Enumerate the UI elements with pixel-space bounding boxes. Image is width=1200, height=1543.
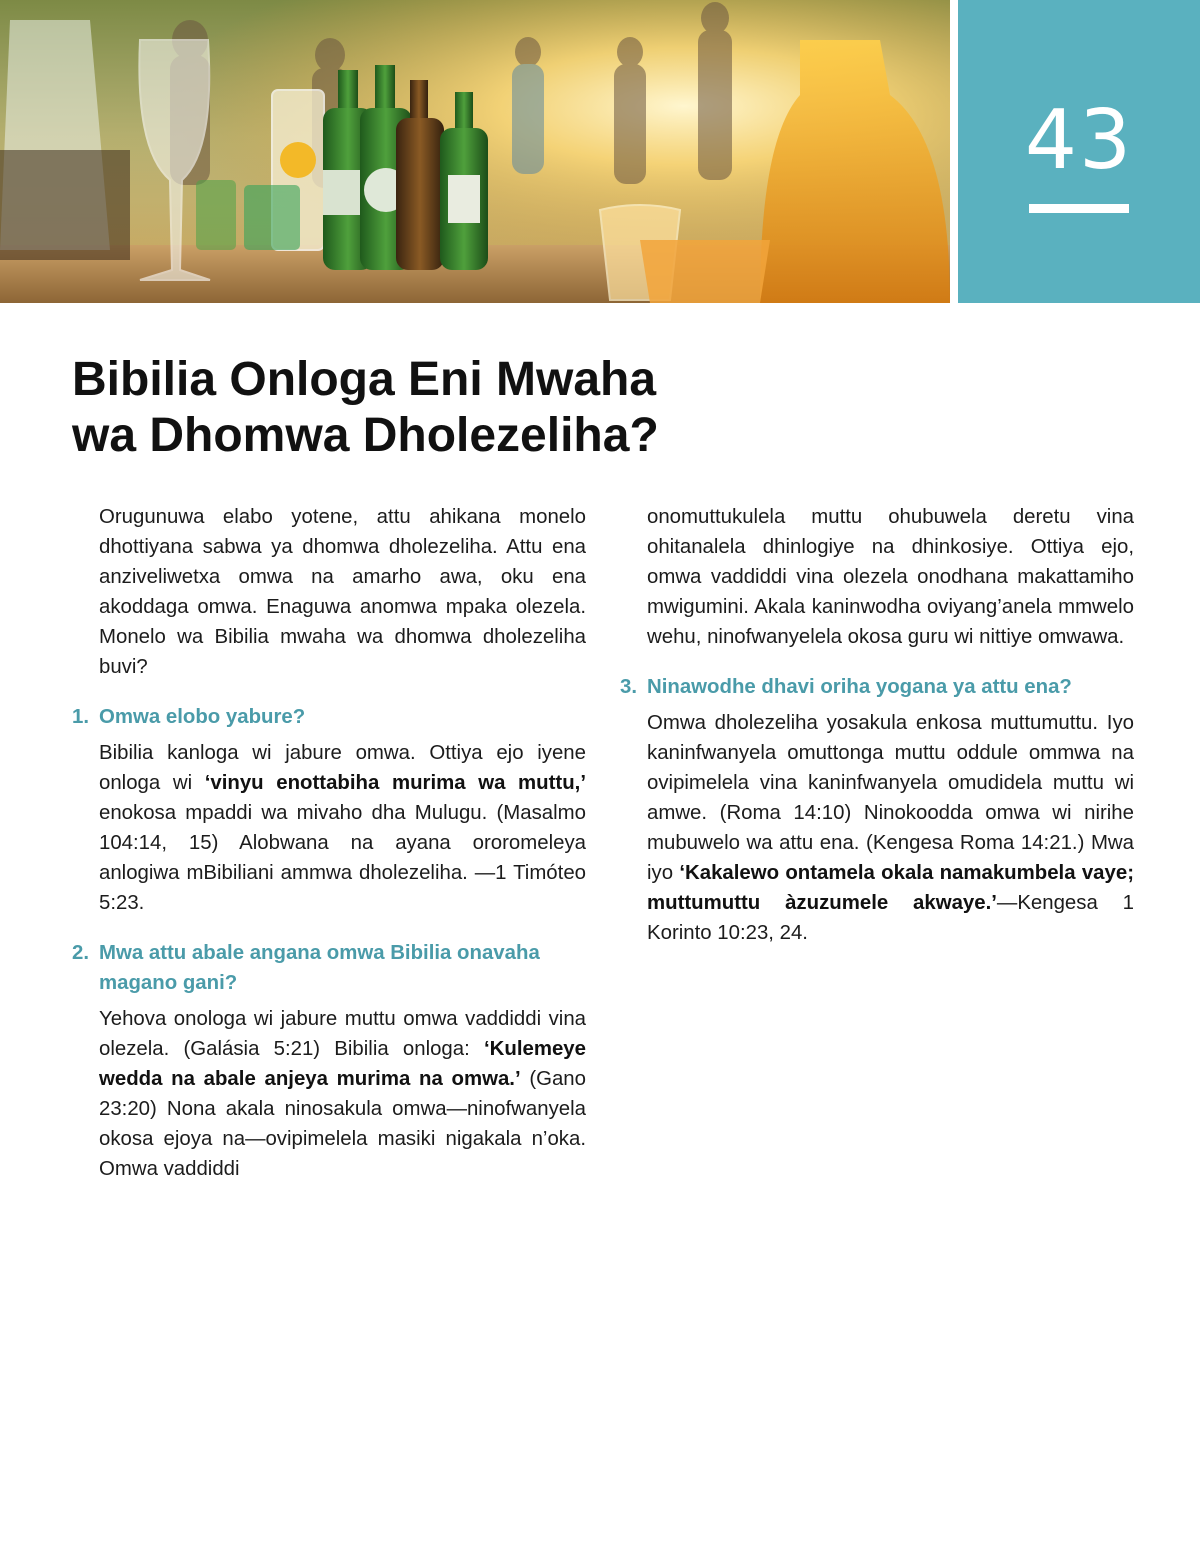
- lesson-number-underline: [1029, 204, 1129, 213]
- hero-photo: [0, 0, 950, 303]
- lesson-number-box: [958, 0, 1200, 303]
- page-title: [72, 352, 832, 464]
- question-2: [72, 938, 586, 998]
- question-text: Ninawodhe dhavi oriha yogana ya attu ena?: [647, 676, 1072, 698]
- right-column: [620, 502, 1134, 948]
- question-3: [620, 672, 1134, 702]
- intro-paragraph: Orugunuwa elabo yotene, attu ahikana monelo dhottiyana sabwa ya dhomwa dholezeliha. Attu ena anziveliwetxa omwa na amarho awa, oku ena akoddaga omwa. Enaguwa anomwa mpaka olezela. Monelo wa Bibilia mwaha wa dhomwa dholezeliha buvi?: [99, 506, 586, 678]
- answer-1: [99, 738, 586, 918]
- answer-text: Yehova onologa wi jabure muttu omwa vaddiddi vina olezela. (Galásia 5:21) Bibilia onloga:: [99, 1008, 586, 1060]
- answer-text: —Kengesa 1 Korinto 10:23, 24.: [647, 892, 1134, 944]
- answer-text: Bibilia kanloga wi jabure omwa. Ottiya ejo iyene onloga wi: [99, 742, 586, 794]
- question-text: Omwa elobo yabure?: [99, 706, 306, 728]
- answer-text: Omwa dholezeliha yosakula enkosa muttumuttu. Iyo kaninfwanyela omuttonga muttu oddule ommwa na ovipimelela vina kaninfwanyela omudidela muttu wi amwe. (Roma 14:10) Ninokoodda omwa wi nirihe mubuwelo wa attu ena. (Kengesa Roma 14:21.) Mwa iyo: [647, 712, 1134, 884]
- title-line-1: Bibilia Onloga Eni Mwaha: [72, 353, 657, 406]
- question-1: [72, 702, 586, 732]
- question-number: 3.: [620, 676, 638, 698]
- lesson-number: 43: [1024, 93, 1134, 188]
- scripture-quote: ‘Kulemeye wedda na abale anjeya murima na omwa.’: [99, 1038, 586, 1090]
- answer-text: enokosa mpaddi wa mivaho dha Mulugu. (Masalmo 104:14, 15) Alobwana na ayana ororomeleya anlogiwa mBibiliani ammwa dholezeliha. —1 Timóteo 5:23.: [99, 802, 586, 914]
- scripture-quote: ‘Kakalewo ontamela okala namakumbela vaye; muttumuttu àzuzumele akwaye.’: [647, 862, 1134, 914]
- question-number: 1.: [72, 706, 90, 728]
- left-column: [72, 502, 586, 1184]
- answer-3: [647, 708, 1134, 948]
- answer-text: (Gano 23:20) Nona akala ninosakula omwa—ninofwanyela okosa ejoya na—ovipimelela masiki nigakala n’oka. Omwa vaddiddi: [99, 1068, 586, 1180]
- title-line-2: wa Dhomwa Dholezeliha?: [72, 409, 659, 462]
- question-number: 2.: [72, 942, 90, 964]
- question-text: Mwa attu abale angana omwa Bibilia onavaha magano gani?: [99, 942, 540, 994]
- answer-2: [99, 1004, 586, 1184]
- scripture-quote: ‘vinyu enottabiha murima wa muttu,’: [204, 772, 586, 794]
- answer-2-continued: onomuttukulela muttu ohubuwela deretu vina ohitanalela dhinlogiye na dhinkosiye. Ottiya ejo, omwa vaddiddi vina olezela onodhana makattamiho mwigumini. Akala kaninwodha oviyang’anela mmwelo wehu, ninofwanyelela okosa guru wi nittiye omwawa.: [647, 506, 1134, 648]
